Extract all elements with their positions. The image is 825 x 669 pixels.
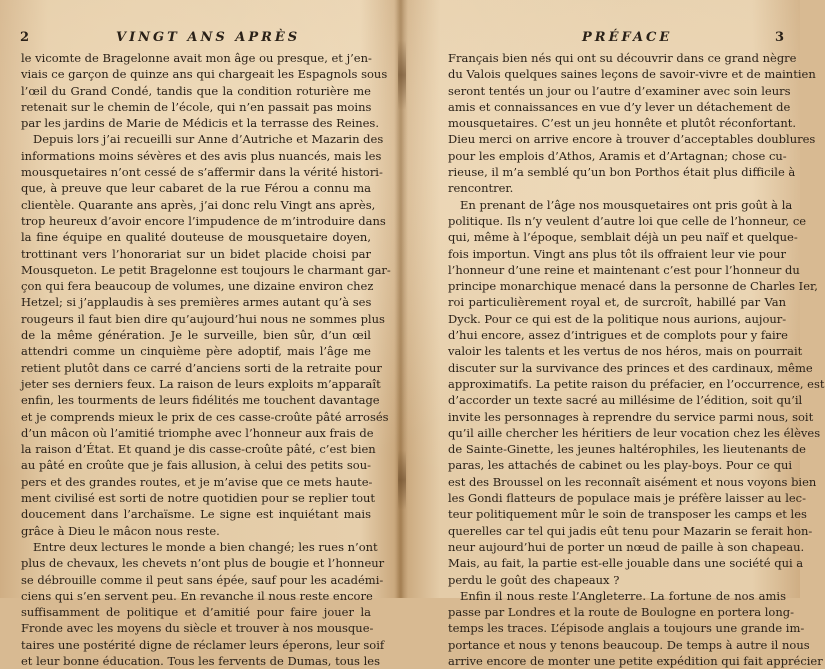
text-line: le vicomte de Bragelonne avait mon âge ou presque, et j’en- <box>21 51 372 65</box>
text-line: pers et des grandes routes, et je m’avise que ce mets haute- <box>21 474 373 489</box>
text-line: querelles car tel qui jadis eût tenu pour Mazarin se ferait hon- <box>448 523 813 538</box>
text-line: Enfin il nous reste l’Angleterre. La fortune de nos amis <box>460 588 786 603</box>
text-line: neur aujourd’hui de porter un nœud de paille à son chapeau. <box>448 539 805 554</box>
text-line: temps les traces. L’épisode anglais a toujours une grande im- <box>448 621 805 636</box>
right-running-header: PRÉFACE <box>582 30 673 45</box>
text-line: rieuse, il m’a semblé qu’un bon Porthos était plus difficile à <box>448 165 796 180</box>
text-line: rencontrer. <box>448 181 514 196</box>
text-line: la raison d’État. Et quand je dis casse-croûte pâté, c’est bien <box>21 442 376 457</box>
text-line: du Valois quelques saines leçons de savoir-vivre et de maintien <box>448 67 816 82</box>
left-page-body <box>21 50 391 669</box>
text-line: retenait sur le chemin de l’école, qui n’en passait pas moins <box>21 99 372 114</box>
text-line: informations moins sévères et des avis plus nuancés, mais les <box>21 148 382 163</box>
right-page-number: 3 <box>775 30 785 45</box>
text-line: perdu le goût des chapeaux ? <box>448 572 620 587</box>
text-line: paras, les attachés de cabinet ou les play-boys. Pour ce qui <box>448 458 793 473</box>
text-line: politique. Ils n’y veulent d’autre loi que celle de l’honneur, ce <box>448 213 807 228</box>
text-line: et je comprends mieux le prix de ces casse-croûte pâté arrosés <box>21 409 389 424</box>
text-line: de Sainte-Ginette, les jeunes haltérophiles, les lieutenants de <box>448 442 806 457</box>
text-line: ment civilisé est sorti de notre quotidien pour se replier tout <box>21 491 376 506</box>
right-page <box>400 0 825 668</box>
text-line: par les jardins de Marie de Médicis et la terrasse des Reines. <box>21 116 379 131</box>
text-line: valoir les talents et les vertus de nos héros, mais on pourrait <box>448 344 803 359</box>
right-page-body <box>448 50 825 669</box>
text-line: et leur bonne éducation. Tous les fervents de Dumas, tous les <box>21 653 380 668</box>
text-line: seront tentés un jour ou l’autre d’examiner avec soin leurs <box>448 83 791 98</box>
text-line: En prenant de l’âge nos mousquetaires ont pris goût à la <box>460 197 793 212</box>
text-line: passe par Londres et la route de Boulogne en portera long- <box>448 605 794 620</box>
text-line: ciens qui s’en servent peu. En revanche il nous reste encore <box>21 588 373 603</box>
text-line: arrive encore de monter une petite expédition qui fait apprécier <box>448 653 823 668</box>
text-line: çon qui fera beaucoup de volumes, une dizaine environ chez <box>21 279 374 294</box>
text-line: trottinant vers l’honorariat sur un bidet placide choisi par <box>21 246 371 261</box>
text-line: taires une postérité digne de réclamer leurs éperons, leur soif <box>21 637 385 652</box>
text-line: Français bien nés qui ont su découvrir dans ce grand nègre <box>448 51 797 65</box>
text-line: Hetzel; si j’applaudis à ses premières armes autant qu’à ses <box>21 295 372 310</box>
text-line: discuter sur la survivance des princes et des cardinaux, même <box>448 360 813 375</box>
text-line: grâce à Dieu le mâcon nous reste. <box>21 523 220 538</box>
text-line: enfin, les tourments de leurs fidélités me touchent davantage <box>21 393 380 408</box>
text-line: doucement dans l’archaïsme. Le signe est inquiétant mais <box>21 507 371 522</box>
text-line: Dyck. Pour ce qui est de la politique nous aurions, aujour- <box>448 311 787 326</box>
text-line: qu’il aille chercher les héritiers de leur vocation chez les élèves <box>448 425 821 440</box>
text-line: mousquetaires. C’est un jeu honnête et plutôt réconfortant. <box>448 116 797 131</box>
text-line: Mousqueton. Le petit Bragelonne est toujours le charmant gar- <box>21 262 391 277</box>
left-running-header: VINGT ANS APRÈS <box>116 30 301 45</box>
text-line: suffisamment de politique et d’amitié pour faire jouer la <box>21 605 371 620</box>
text-line: d’accorder un texte sacré au millésime de l’édition, soit qu’il <box>448 393 803 408</box>
text-line: amis et connaissances en vue d’y lever un détachement de <box>448 99 791 114</box>
text-line: principe monarchique menacé dans la personne de Charles Ier, <box>448 279 818 294</box>
text-line: Mais, au fait, la partie est-elle jouable dans une société qui a <box>448 556 804 571</box>
text-line: Fronde avec les moyens du siècle et trouver à nos mousque- <box>21 621 374 636</box>
text-line: que, à preuve que leur cabaret de la rue Férou a connu ma <box>21 181 371 196</box>
text-line: d’hui encore, assez d’intrigues et de complots pour y faire <box>448 328 788 343</box>
text-line: invite les personnages à reprendre du service parmi nous, soit <box>448 409 814 424</box>
text-line: attendri comme un cinquième père adoptif, mais l’âge me <box>21 344 371 359</box>
text-line: viais ce garçon de quinze ans qui chargeait les Espagnols sous <box>21 67 388 82</box>
text-line: retient plutôt dans ce carré d’anciens sorti de la retraite pour <box>21 360 382 375</box>
text-line: roi particulièrement royal et, de surcroît, habillé par Van <box>448 295 786 310</box>
text-line: l’œil du Grand Condé, tandis que la condition roturière me <box>21 83 371 98</box>
text-line: Entre deux lectures le monde a bien changé; les rues n’ont <box>33 539 378 554</box>
text-line: d’un mâcon où l’amitié triomphe avec l’honneur aux frais de <box>21 425 374 440</box>
text-line: portance et nous y tenons beaucoup. De temps à autre il nous <box>448 637 810 652</box>
text-line: plus de chevaux, les chevets n’ont plus de bougie et l’honneur <box>21 556 385 571</box>
text-line: la fine équipe en qualité douteuse de mousquetaire doyen, <box>21 230 371 245</box>
text-line: teur politiquement mûr le soin de transposer les camps et les <box>448 507 807 522</box>
text-line: est des Broussel on les reconnaît aisément et nous voyons bien <box>448 474 817 489</box>
text-line: se débrouille comme il peut sans épée, sauf pour les académi- <box>21 572 384 587</box>
left-page <box>0 0 400 668</box>
text-line: pour les emplois d’Athos, Aramis et d’Artagnan; chose cu- <box>448 148 787 163</box>
text-line: Dieu merci on arrive encore à trouver d’acceptables doublures <box>448 132 816 147</box>
text-line: l’honneur d’une reine et maintenant c’est pour l’honneur du <box>448 262 800 277</box>
text-line: Depuis lors j’ai recueilli sur Anne d’Autriche et Mazarin des <box>33 132 384 147</box>
text-line: jeter ses derniers feux. La raison de leurs exploits m’apparaît <box>21 376 381 391</box>
text-line: fois importun. Vingt ans plus tôt ils offraient leur vie pour <box>448 246 786 261</box>
text-line: mousquetaires n’ont cessé de s’affermir dans la vérité histori- <box>21 165 383 180</box>
text-line: approximatifs. La petite raison du préfacier, en l’occurrence, est <box>448 376 825 391</box>
text-line: qui, même à l’époque, semblait déjà un peu naïf et quelque- <box>448 230 798 245</box>
text-line: les Gondi flatteurs de populace mais je préfère laisser au lec- <box>448 491 807 506</box>
text-line: au pâté en croûte que je fais allusion, à celui des petits sou- <box>21 458 371 473</box>
left-page-number: 2 <box>20 30 30 45</box>
text-line: clientèle. Quarante ans après, j’ai donc relu Vingt ans après, <box>21 197 376 212</box>
text-line: rougeurs il faut bien dire qu’aujourd’hui nous ne sommes plus <box>21 311 385 326</box>
text-line: de la même génération. Je le surveille, bien sûr, d’un œil <box>21 328 371 343</box>
text-line: trop heureux d’avoir encore l’impudence de m’introduire dans <box>21 213 386 228</box>
